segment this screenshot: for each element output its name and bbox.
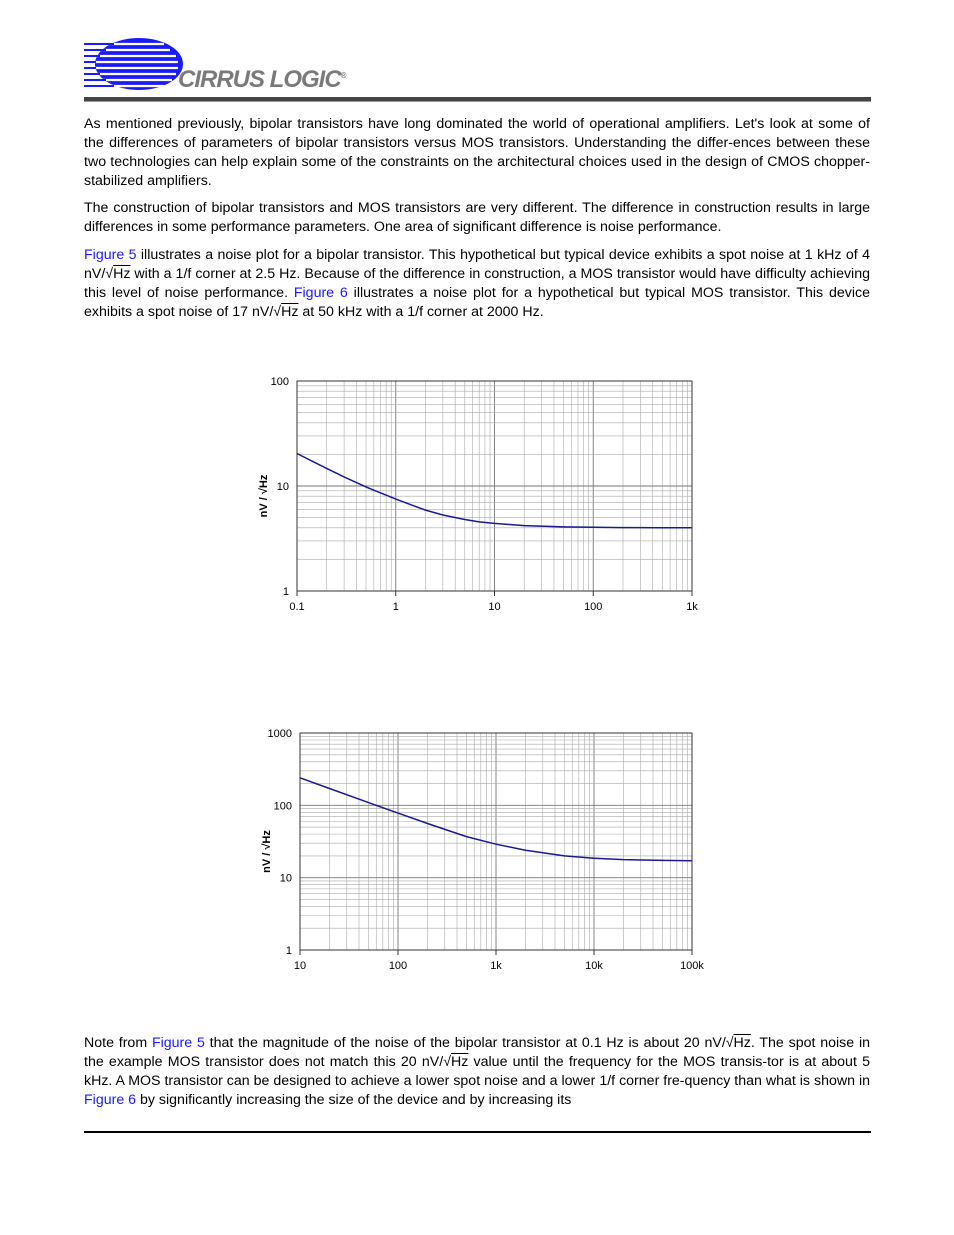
x-tick-label: 10 — [488, 601, 501, 613]
paragraph-3: Figure 5 illustrates a noise plot for a bipolar transistor. This hypothetical but typical device exhibits a spot noise at 1 kHz of 4 nV/√Hz with a 1/f corner at 2.5 Hz. Because of the difference in construction, a MOS transistor would have difficulty achieving this level of noise performance. Figure 6 illustrates a noise plot for a hypothetical but typical MOS transistor. This device exhibits a spot noise of 17 nV/√Hz at 50 kHz with a 1/f corner at 2000 Hz. — [84, 247, 870, 320]
x-tick-label: 100 — [388, 960, 408, 972]
y-axis-label: nV / √Hz — [258, 474, 270, 518]
footer-rule — [84, 1131, 871, 1133]
x-tick-label: 100k — [680, 960, 704, 972]
x-tick-label: 0.1 — [289, 601, 305, 613]
figure-5-link-2[interactable]: Figure 5 — [151, 1035, 205, 1051]
x-tick-label: 1 — [392, 601, 399, 613]
y-tick-label: 10 — [276, 481, 289, 493]
figure-5-link[interactable]: Figure 5 — [84, 247, 137, 263]
x-tick-label: 1k — [686, 601, 698, 613]
x-tick-label: 100 — [584, 601, 603, 613]
figure-6-link[interactable]: Figure 6 — [293, 285, 348, 301]
paragraph-2: The construction of bipolar transistors and MOS transistors are very different. The difference in construction results in large differences in some performance parameters. One area of significant difference is noise performance. — [84, 200, 870, 235]
y-tick-label: 1000 — [267, 728, 292, 740]
x-tick-label: 1k — [490, 960, 502, 972]
header-rule-shadow — [84, 101, 871, 102]
y-tick-label: 100 — [273, 800, 292, 813]
bipolar-noise-chart — [240, 365, 720, 625]
y-tick-label: 100 — [270, 376, 289, 388]
paragraph-4: Note from Figure 5 that the magnitude of the noise of the bipolar transistor at 0.1 Hz is about 20 nV/√Hz. The spot noise in the example MOS transistor does not match this 20 nV/√Hz value until the frequency for the MOS transis-tor is at about 5 kHz. A MOS transistor can be designed to achieve a lower spot noise and a lower 1/f corner fre-quency than what is shown in Figure 6 by significantly increasing the size of the device and by increasing its — [84, 1035, 870, 1108]
y-tick-label: 1 — [285, 945, 292, 957]
x-tick-label: 10k — [585, 960, 603, 972]
mos-noise-chart — [240, 715, 720, 985]
y-tick-label: 1 — [282, 586, 289, 598]
y-tick-label: 10 — [279, 872, 292, 885]
x-tick-label: 10 — [293, 960, 307, 972]
paragraph-1: As mentioned previously, bipolar transistors have long dominated the world of operational amplifiers. Let's look at some of the differences of parameters of bipolar transistors versus MOS transistors. Understanding the differ-ences between these two technologies can help explain some of the constraints on the architectural choices used in the design of CMOS chopper-stabilized amplifiers. — [84, 116, 870, 189]
figure-6-link-2[interactable]: Figure 6 — [84, 1092, 137, 1108]
company-name: CIRRUS LOGIC® — [178, 66, 346, 93]
y-axis-label: nV / √Hz — [261, 830, 273, 873]
